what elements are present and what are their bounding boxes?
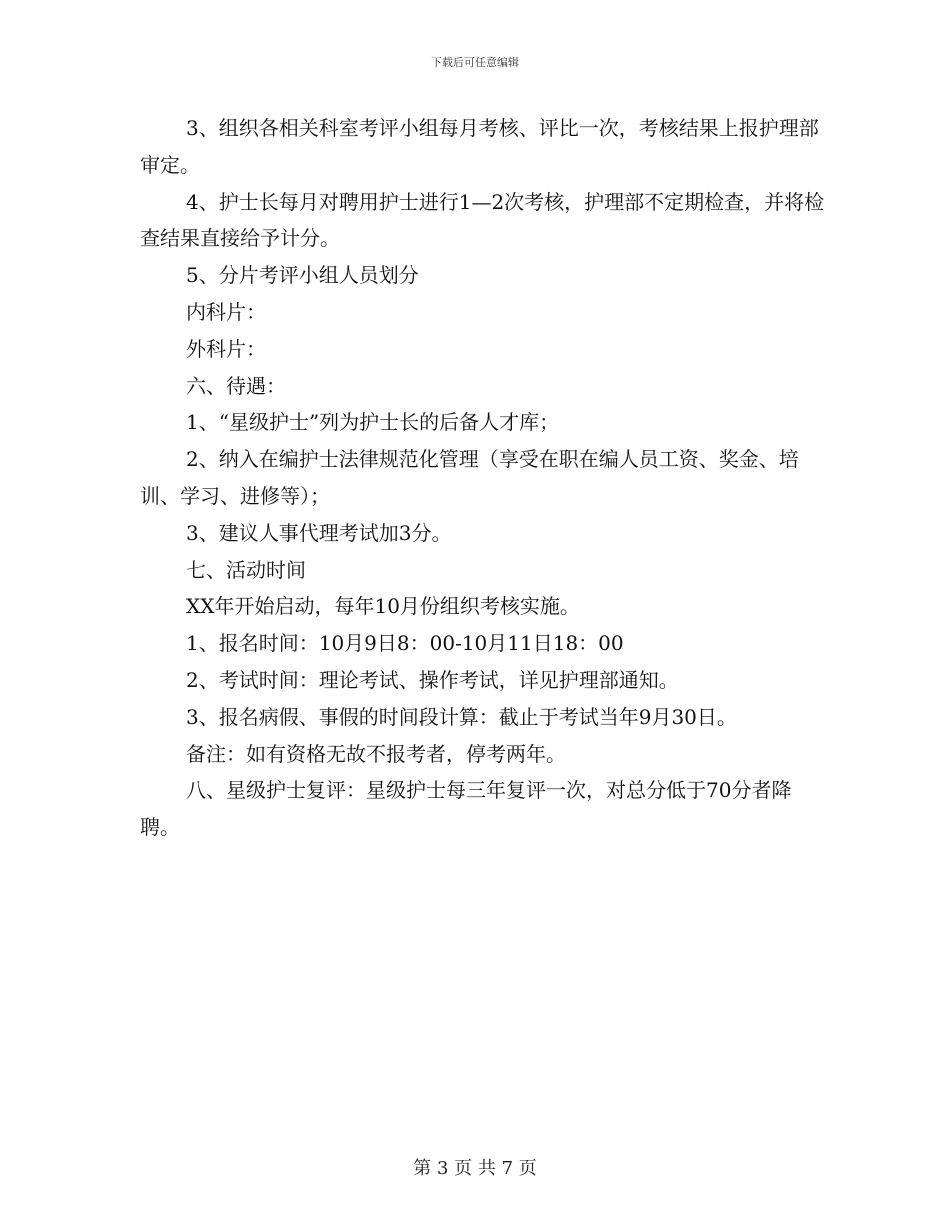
paragraph-assessment-monthly: 3、组织各相关科室考评小组每月考核、评比一次，考核结果上报护理部审定。	[140, 116, 819, 177]
paragraph-head-nurse-assessment: 4、护士长每月对聘用护士进行1—2次考核，护理部不定期检查，并将检查结果直接给予计分。	[140, 189, 825, 251]
document-body	[140, 110, 830, 846]
paragraph-benefit-exam-bonus: 3、建议人事代理考试加3分。	[186, 520, 452, 545]
paragraph-activity-start: XX年开始启动，每年10月份组织考核实施。	[186, 594, 580, 619]
paragraph-internal-medicine: 内科片：	[186, 299, 266, 324]
paragraph-benefit-talent-pool: 1、“星级护士”列为护士长的后备人才库；	[186, 410, 560, 435]
paragraph-leave-calculation: 3、报名病假、事假的时间段计算：截止于考试当年9月30日。	[186, 704, 737, 729]
paragraph-remark: 备注：如有资格无故不报考者，停考两年。	[186, 741, 566, 766]
section-heading-reevaluation: 八、星级护士复评：星级护士每三年复评一次，对总分低于70分者降聘。	[140, 778, 792, 840]
paragraph-surgery: 外科片：	[186, 336, 266, 361]
page-header: 下载后可任意编辑	[431, 56, 519, 69]
paragraph-group-division: 5、分片考评小组人员划分	[186, 263, 419, 288]
section-heading-activity-time: 七、活动时间	[186, 557, 306, 582]
paragraph-benefit-management: 2、纳入在编护士法律规范化管理（享受在职在编人员工资、奖金、培训、学习、进修等）；	[140, 447, 799, 508]
section-heading-benefits: 六、待遇：	[186, 373, 286, 398]
page-footer: 第 3 页 共 7 页	[413, 1158, 537, 1179]
paragraph-registration-time: 1、报名时间：10月9日8：00-10月11日18：00	[186, 631, 624, 656]
paragraph-exam-time: 2、考试时间：理论考试、操作考试，详见护理部通知。	[186, 667, 679, 692]
